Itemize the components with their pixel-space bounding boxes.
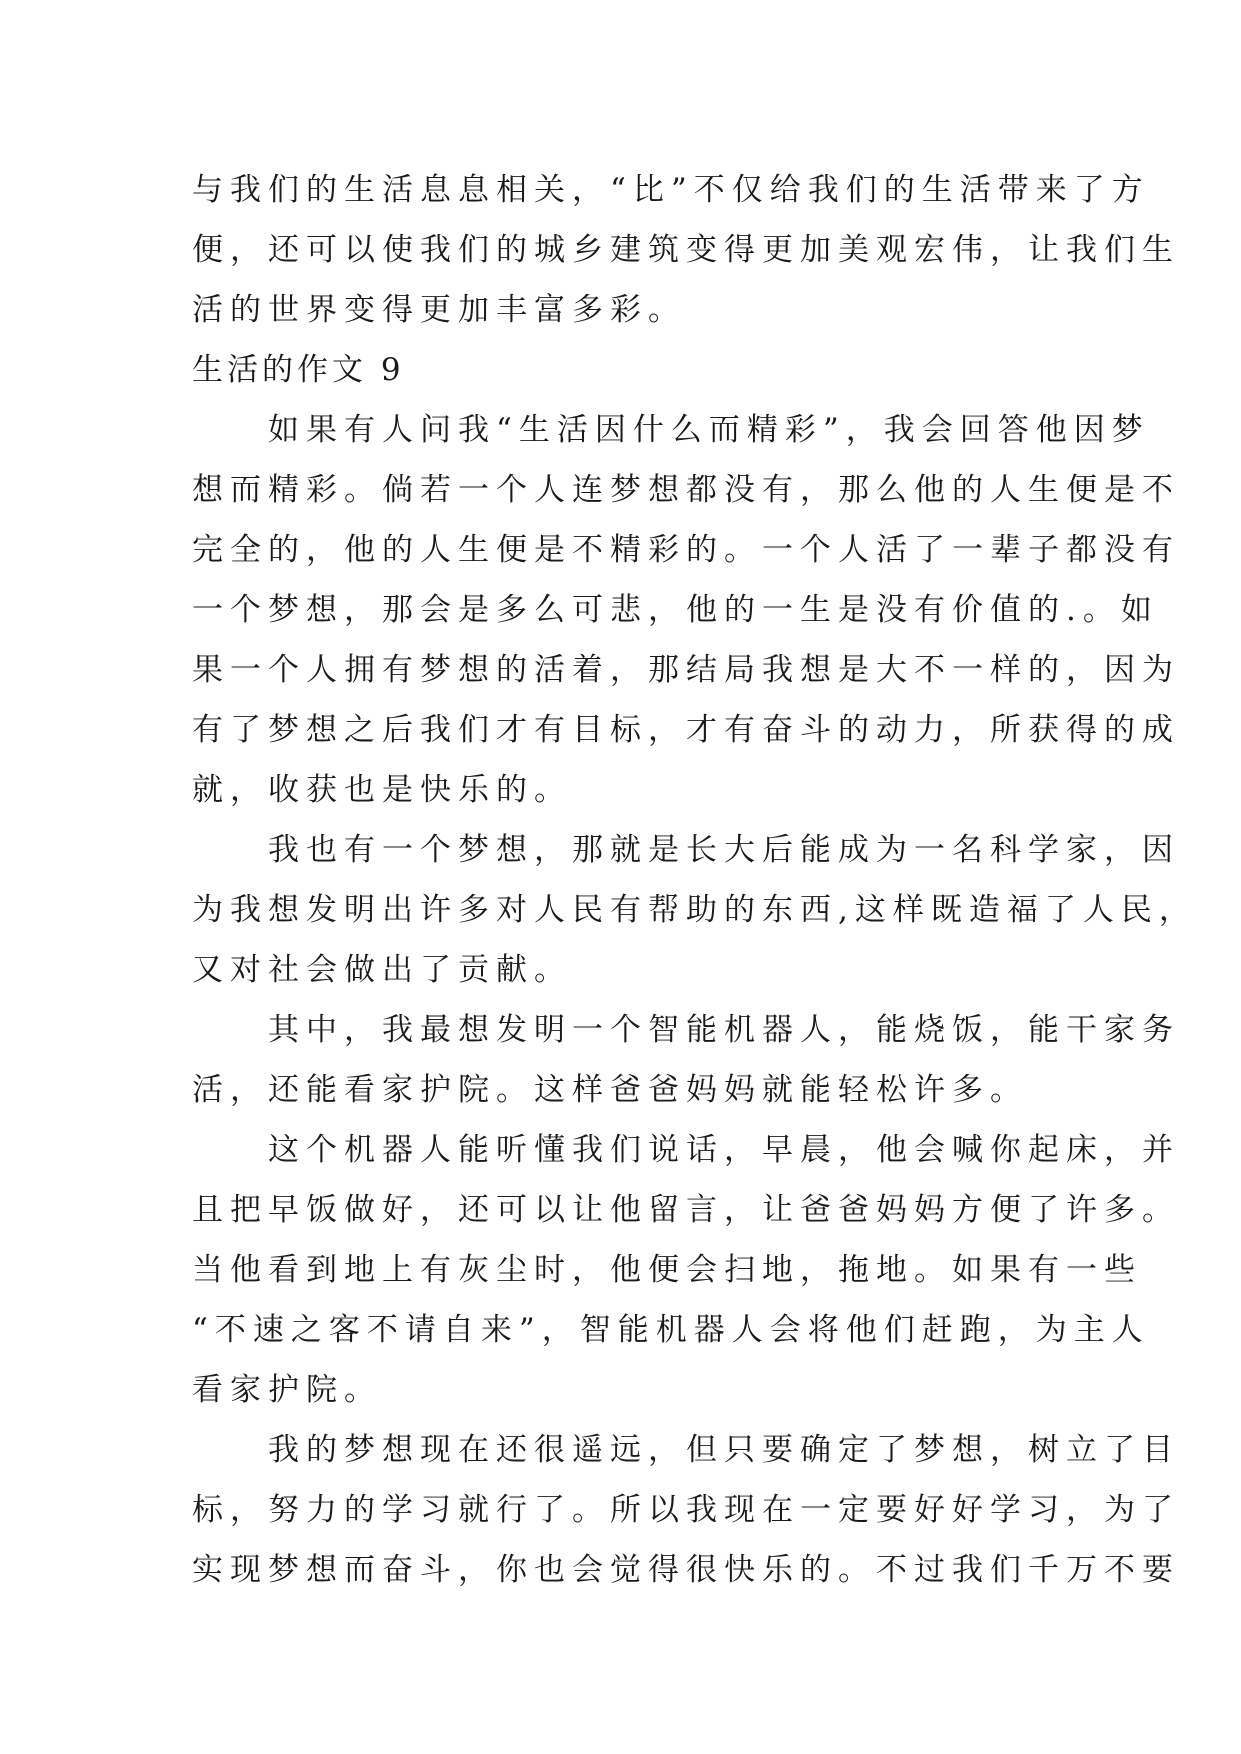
text-line: 便，还可以使我们的城乡建筑变得更加美观宏伟，让我们生 xyxy=(192,232,1180,268)
text-line: 又对社会做出了贡献。 xyxy=(192,952,572,988)
text-line: 果一个人拥有梦想的活着，那结局我想是大不一样的，因为 xyxy=(192,652,1180,688)
text-line: 标，努力的学习就行了。所以我现在一定要好好学习，为了 xyxy=(192,1492,1180,1528)
text-line: 其中，我最想发明一个智能机器人，能烧饭，能干家务 xyxy=(192,1012,1180,1048)
text-line: “不速之客不请自来”，智能机器人会将他们赶跑，为主人 xyxy=(192,1312,1150,1348)
text-line: 活，还能看家护院。这样爸爸妈妈就能轻松许多。 xyxy=(192,1072,1028,1108)
text-line: 看家护院。 xyxy=(192,1372,382,1408)
text-line: 实现梦想而奋斗，你也会觉得很快乐的。不过我们千万不要 xyxy=(192,1552,1180,1588)
text-line: 我也有一个梦想，那就是长大后能成为一名科学家，因 xyxy=(192,832,1180,868)
text-line: 一个梦想，那会是多么可悲，他的一生是没有价值的.。如 xyxy=(192,592,1159,628)
text-line: 与我们的生活息息相关，“比”不仅给我们的生活带来了方 xyxy=(192,172,1150,208)
text-line: 有了梦想之后我们才有目标，才有奋斗的动力，所获得的成 xyxy=(192,712,1180,748)
text-line: 且把早饭做好，还可以让他留言，让爸爸妈妈方便了许多。 xyxy=(192,1192,1180,1228)
text-line: 活的世界变得更加丰富多彩。 xyxy=(192,292,686,328)
section-heading: 生活的作文 9 xyxy=(192,352,405,388)
text-line: 当他看到地上有灰尘时，他便会扫地，拖地。如果有一些 xyxy=(192,1252,1142,1288)
text-line: 为我想发明出许多对人民有帮助的东西,这样既造福了人民， xyxy=(192,892,1197,928)
article-body xyxy=(192,160,1197,1600)
text-line: 想而精彩。倘若一个人连梦想都没有，那么他的人生便是不 xyxy=(192,472,1180,508)
text-line: 这个机器人能听懂我们说话，早晨，他会喊你起床，并 xyxy=(192,1132,1180,1168)
text-line: 我的梦想现在还很遥远，但只要确定了梦想，树立了目 xyxy=(192,1432,1180,1468)
text-line: 就，收获也是快乐的。 xyxy=(192,772,572,808)
text-line: 完全的，他的人生便是不精彩的。一个人活了一辈子都没有 xyxy=(192,532,1180,568)
text-line: 如果有人问我“生活因什么而精彩”，我会回答他因梦 xyxy=(192,412,1150,448)
